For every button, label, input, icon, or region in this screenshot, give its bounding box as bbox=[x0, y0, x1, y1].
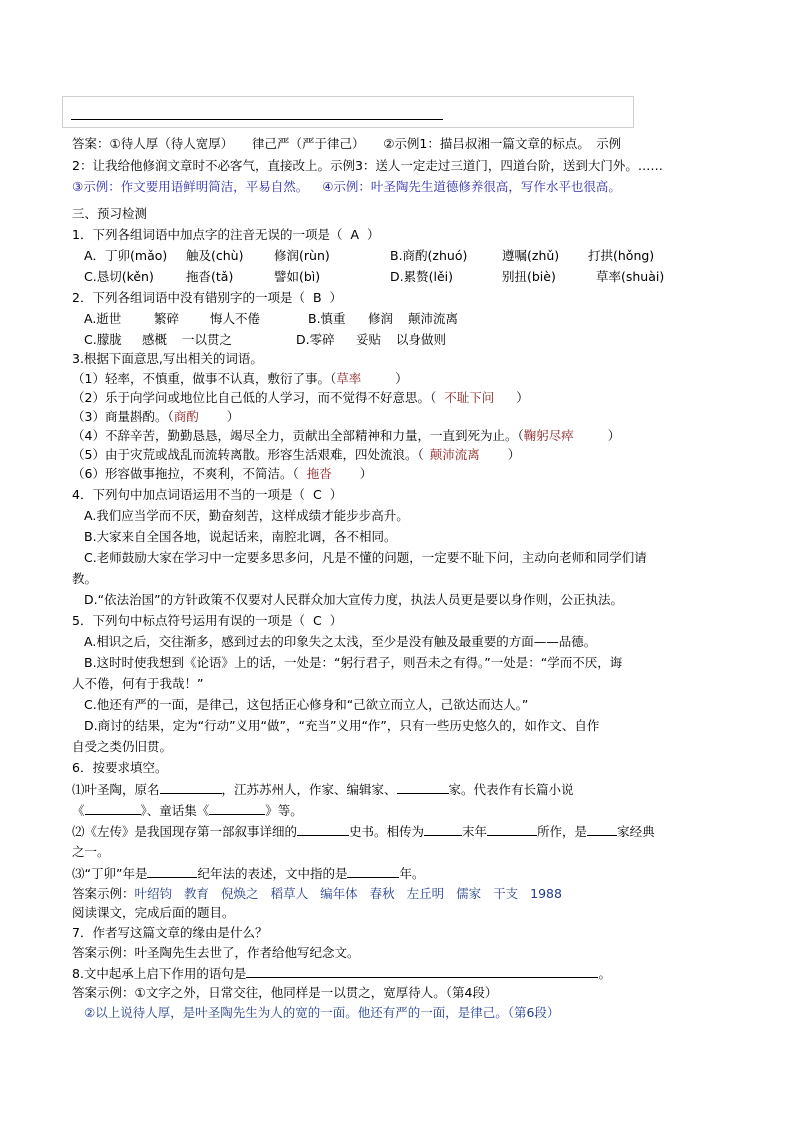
q3-item-1-answer: 草率 bbox=[336, 371, 362, 386]
q1-option-c3: 譬如(bì) bbox=[274, 269, 321, 284]
q5-stem bbox=[72, 613, 342, 629]
q5-option-c: C.他还有严的一面，是律己，这包括正心修身和“己欲立而立人，己欲达而达人。” bbox=[84, 697, 529, 712]
q1-option-a3: 修润(rùn) bbox=[274, 248, 330, 263]
q2-option-a2: 繁碎 bbox=[154, 311, 180, 326]
q4-answer: C bbox=[312, 487, 322, 502]
q1-options-row-1 bbox=[84, 248, 654, 264]
q6-answer-1: 叶绍钧 bbox=[134, 886, 173, 901]
q1-option-b1: B.商酌(zhuó) bbox=[390, 248, 468, 263]
q1-options-row-2 bbox=[84, 269, 664, 285]
q3-item-3-text: （3）商量斟酌。（ bbox=[72, 409, 174, 424]
q3-item-4-answer: 鞠躬尽瘁 bbox=[523, 428, 574, 443]
q6-answers bbox=[72, 886, 562, 902]
q1-stem bbox=[72, 227, 380, 243]
reading-intro: 阅读课文，完成后面的题目。 bbox=[72, 905, 235, 920]
q2-options-row-2 bbox=[84, 332, 446, 348]
q6-answer-8: 儒家 bbox=[456, 886, 482, 901]
q6-blank-fairy-tale[interactable] bbox=[209, 802, 265, 815]
q3-item-6-text: （6）形容做事拖拉，不爽利，不简洁。（ bbox=[72, 466, 299, 481]
q6-answer-10: 1988 bbox=[530, 886, 562, 901]
q5-stem-close: ） bbox=[329, 613, 343, 628]
q1-option-a1: A．丁卯(mǎo) bbox=[84, 248, 168, 263]
q2-stem-text: 2．下列各组词语中没有错别字的一项是（ bbox=[72, 290, 305, 305]
q3-item-3-answer: 商酌 bbox=[173, 409, 199, 424]
q1-stem-close: ） bbox=[367, 227, 380, 242]
q6-line-3-part-e: 家经典 bbox=[617, 824, 655, 839]
q2-option-c2: 感概 bbox=[142, 332, 168, 347]
q6-blank-history-type[interactable] bbox=[297, 823, 349, 836]
q3-item-5-text: （5）由于灾荒或战乱而流转离散。形容生活艰难，四处流浪。（ bbox=[72, 447, 424, 462]
q8-blank[interactable] bbox=[246, 965, 598, 978]
q8-answer-2 bbox=[84, 1005, 559, 1021]
answer-line-2: 2：让我给他修润文章时不必客气，直接改上。示例3：送人一定走过三道门，四道台阶，送到大门外。…… bbox=[72, 158, 663, 173]
q3-item-1-text: （1）轻率，不慎重，做事不认真，敷衍了事。（ bbox=[72, 371, 337, 386]
q1-stem-text: 1．下列各组词语中加点字的注音无误的一项是（ bbox=[72, 227, 343, 242]
q4-stem bbox=[72, 487, 342, 503]
q5-option-b-line-1: B.这时时使我想到《论语》上的话，一处是：“躬行君子，则吾未之有得。”一处是：“学而不厌，诲 bbox=[84, 655, 623, 670]
q6-blank-year[interactable] bbox=[347, 865, 399, 878]
q5-option-d-line-1: D.商讨的结果，定为“行动”义用“做”，“充当”义用“作”，只有一些历史悠久的，如作文、自作 bbox=[84, 718, 600, 733]
q6-line-3 bbox=[72, 823, 655, 840]
q8-stem-close: 。 bbox=[598, 966, 611, 981]
q3-item-4-close: ） bbox=[607, 428, 621, 443]
q6-blank-profession[interactable] bbox=[397, 781, 449, 794]
q2-option-c1: C.朦胧 bbox=[84, 332, 122, 347]
q6-blank-novel[interactable] bbox=[85, 802, 141, 815]
q6-line-5-part-b: 纪年法的表述，文中指的是 bbox=[197, 866, 348, 881]
q1-option-a2: 触及(chù) bbox=[186, 248, 244, 263]
q6-line-2-part-b: 》、童话集《 bbox=[140, 803, 210, 818]
q1-option-b3: 打拱(hǒng) bbox=[588, 248, 655, 263]
q3-item-1 bbox=[72, 371, 408, 387]
q6-line-4: 之一。 bbox=[72, 844, 110, 859]
q2-option-b3: 颠沛流离 bbox=[408, 311, 459, 326]
q6-line-3-part-b: 史书。相传为 bbox=[349, 824, 425, 839]
q6-blank-school[interactable] bbox=[587, 823, 617, 836]
answer-line-3 bbox=[72, 179, 621, 195]
q2-options-row-1 bbox=[84, 311, 458, 327]
q3-item-5 bbox=[72, 447, 520, 463]
q3-item-2-answer: 不耻下问 bbox=[444, 390, 495, 405]
q6-line-1-part-a: ⑴叶圣陶，原名 bbox=[72, 782, 160, 797]
q5-option-a: A.相识之后，交往渐多，感到过去的印象失之太浅，至少是没有触及最重要的方面——品德。 bbox=[84, 634, 597, 649]
q2-option-a1: A.逝世 bbox=[84, 311, 122, 326]
q3-item-2 bbox=[72, 390, 529, 406]
q6-line-3-part-c: 末年 bbox=[462, 824, 488, 839]
q1-option-d3: 草率(shuài) bbox=[596, 269, 665, 284]
q6-answer-label: 答案示例： bbox=[72, 886, 135, 901]
q4-option-c-line-2: 教。 bbox=[72, 571, 98, 586]
q6-line-5 bbox=[72, 865, 424, 882]
q6-blank-author[interactable] bbox=[487, 823, 537, 836]
q6-line-2-part-a: 《 bbox=[72, 803, 85, 818]
q3-item-3 bbox=[72, 409, 239, 425]
q6-answer-5: 编年体 bbox=[320, 886, 358, 901]
q6-answer-4: 稻草人 bbox=[270, 886, 309, 901]
q2-option-d2: 妥贴 bbox=[356, 332, 382, 347]
q6-answer-3: 倪焕之 bbox=[221, 886, 259, 901]
q6-line-2 bbox=[72, 802, 303, 819]
answer-line-1: 答案：①待人厚（待人宽厚） 律己严（严于律己） ②示例1：描吕叔湘一篇文章的标点。 示例 bbox=[72, 136, 622, 151]
q4-stem-close: ） bbox=[329, 487, 343, 502]
q1-option-c1: C.恳切(kěn) bbox=[84, 269, 154, 284]
q2-answer: B bbox=[312, 290, 322, 305]
q6-blank-original-name[interactable] bbox=[160, 781, 222, 794]
q3-item-6-close: ） bbox=[359, 466, 373, 481]
q8-stem bbox=[72, 965, 611, 982]
q1-option-d1: D.累赘(lěi) bbox=[390, 269, 453, 284]
q1-option-b2: 遵嘱(zhǔ) bbox=[502, 248, 560, 263]
q4-option-c-line-1: C.老师鼓励大家在学习中一定要多思多问，凡是不懂的问题，一定要不耻下问，主动向老师和同学们请 bbox=[84, 550, 647, 565]
q6-line-1 bbox=[72, 781, 574, 798]
q4-option-b: B.大家来自全国各地，说起话来，南腔北调，各不相同。 bbox=[84, 529, 397, 544]
q3-item-4-text: （4）不辞辛苦，勤勤恳恳，竭尽全力，贡献出全部精神和力量，一直到死为止。（ bbox=[72, 428, 524, 443]
q4-option-d: D.“依法治国”的方针政策不仅要对人民群众加大宣传力度，执法人员更是要以身作则，公正执法。 bbox=[84, 592, 624, 607]
q1-answer: A bbox=[350, 227, 360, 242]
q3-item-6 bbox=[72, 466, 372, 482]
q5-answer: C bbox=[312, 613, 322, 628]
q3-item-6-answer: 拖沓 bbox=[306, 466, 332, 481]
q5-stem-text: 5．下列句中标点符号运用有误的一项是（ bbox=[72, 613, 305, 628]
answer-example-4: ④示例：叶圣陶先生道德修养很高，写作水平也很高。 bbox=[322, 179, 621, 194]
q4-stem-text: 4．下列句中加点词语运用不当的一项是（ bbox=[72, 487, 305, 502]
q4-option-a: A.我们应当学而不厌，勤奋刻苦，这样成绩才能步步高升。 bbox=[84, 508, 409, 523]
q2-option-b1: B.慎重 bbox=[308, 311, 346, 326]
q3-stem: 3.根据下面意思,写出相关的词语。 bbox=[72, 351, 263, 366]
q6-blank-period[interactable] bbox=[424, 823, 462, 836]
q6-line-2-part-c: 》等。 bbox=[265, 803, 303, 818]
q2-stem bbox=[72, 290, 342, 306]
q1-option-d2: 别扭(biè) bbox=[502, 269, 556, 284]
q3-item-2-text: （2）乐于向学问或地位比自己低的人学习，而不觉得不好意思。（ bbox=[72, 390, 437, 405]
q3-item-3-close: ） bbox=[226, 409, 240, 424]
q8-answer-1: 答案示例：①文字之外，日常交往，他同样是一以贯之，宽厚待人。（第4段） bbox=[72, 985, 498, 1000]
q2-option-c3: 一以贯之 bbox=[182, 332, 233, 347]
answer-underline bbox=[71, 119, 443, 120]
q6-line-1-part-b: ，江苏苏州人，作家、编辑家、 bbox=[221, 782, 397, 797]
q8-answer-2-text: ②以上说待人厚，是叶圣陶先生为人的宽的一面。他还有严的一面，是律己。（第6段） bbox=[84, 1005, 560, 1020]
q3-item-2-close: ） bbox=[516, 390, 529, 405]
q6-line-3-part-a: ⑵《左传》是我国现存第一部叙事详细的 bbox=[72, 824, 298, 839]
q6-stem: 6．按要求填空。 bbox=[72, 760, 168, 775]
q2-option-d3: 以身做则 bbox=[396, 332, 447, 347]
q7-answer: 答案示例：叶圣陶先生去世了，作者给他写纪念文。 bbox=[72, 945, 360, 960]
section-title: 三、预习检测 bbox=[72, 206, 148, 221]
q7-stem: 7．作者写这篇文章的缘由是什么？ bbox=[72, 925, 268, 940]
q5-option-b-line-2: 人不倦，何有于我哉！” bbox=[72, 676, 204, 691]
answer-example-3: ③示例：作文要用语鲜明简洁，平易自然。 bbox=[72, 179, 309, 194]
q6-answer-7: 左丘明 bbox=[406, 886, 445, 901]
q1-option-c2: 拖沓(tǎ) bbox=[186, 269, 234, 284]
q3-item-5-close: ） bbox=[507, 447, 521, 462]
q2-option-b2: 修润 bbox=[368, 311, 394, 326]
header-box bbox=[62, 96, 634, 128]
q6-line-3-part-d: 所作，是 bbox=[537, 824, 588, 839]
q2-stem-close: ） bbox=[329, 290, 343, 305]
q6-answer-6: 春秋 bbox=[369, 886, 395, 901]
q3-item-1-close: ） bbox=[395, 371, 408, 386]
q5-option-d-line-2: 自受之类仍旧贯。 bbox=[72, 739, 173, 754]
q8-stem-text: 8.文中起承上启下作用的语句是 bbox=[72, 966, 247, 981]
q3-item-5-answer: 颠沛流离 bbox=[429, 447, 480, 462]
q6-blank-calendar[interactable] bbox=[147, 865, 197, 878]
q2-option-a3: 悔人不倦 bbox=[210, 311, 261, 326]
q6-line-5-part-c: 年。 bbox=[399, 866, 425, 881]
q6-answer-2: 教育 bbox=[184, 886, 210, 901]
q3-item-4 bbox=[72, 428, 620, 444]
q6-answer-9: 干支 bbox=[493, 886, 519, 901]
q6-line-1-part-c: 家。代表作有长篇小说 bbox=[448, 782, 574, 797]
q6-line-5-part-a: ⑶“丁卯”年是 bbox=[72, 866, 148, 881]
q2-option-d1: D.零碎 bbox=[296, 332, 335, 347]
